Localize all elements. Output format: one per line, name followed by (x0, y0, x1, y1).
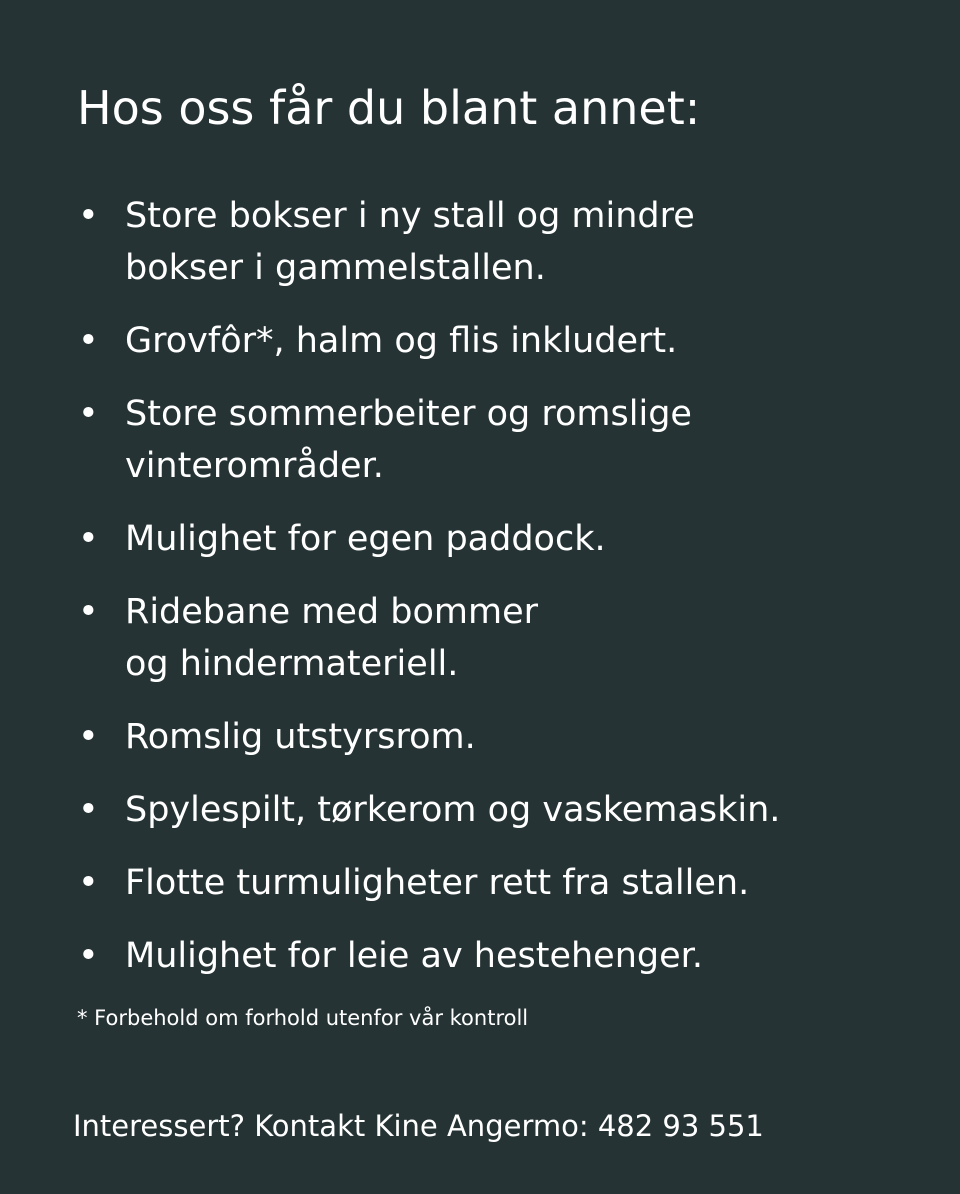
page-title: Hos oss får du blant annet: (77, 81, 701, 135)
bullet-icon: • (78, 196, 99, 236)
list-item (77, 784, 917, 836)
list-item (77, 857, 917, 909)
bullet-icon: • (78, 592, 99, 632)
feature-text: Store sommerbeiter og romslige (125, 394, 692, 434)
feature-text-continued: og hindermateriell. (125, 644, 459, 684)
feature-text: Ridebane med bommer (125, 592, 539, 632)
bullet-icon: • (78, 717, 99, 757)
feature-text: Flotte turmuligheter rett fra stallen. (125, 863, 750, 903)
bullet-icon: • (78, 519, 99, 559)
list-item (77, 930, 917, 982)
bullet-icon: • (78, 863, 99, 903)
list-item (77, 190, 917, 294)
bullet-icon: • (78, 790, 99, 830)
feature-list (77, 190, 917, 1003)
feature-text: Spylespilt, tørkerom og vaskemaskin. (125, 790, 781, 830)
bullet-icon: • (78, 394, 99, 434)
contact-info: Interessert? Kontakt Kine Angermo: 482 93 551 (73, 1109, 764, 1143)
list-item (77, 586, 917, 690)
feature-text-continued: bokser i gammelstallen. (125, 248, 546, 288)
list-item (77, 711, 917, 763)
feature-text: Romslig utstyrsrom. (125, 717, 476, 757)
feature-text-continued: vinterområder. (125, 446, 384, 486)
bullet-icon: • (78, 321, 99, 361)
feature-text: Mulighet for egen paddock. (125, 519, 606, 559)
feature-text: Grovfôr*, halm og flis inkludert. (125, 321, 678, 361)
list-item (77, 513, 917, 565)
feature-text: Mulighet for leie av hestehenger. (125, 936, 703, 976)
footnote: * Forbehold om forhold utenfor vår kontroll (77, 1006, 529, 1030)
feature-text: Store bokser i ny stall og mindre (125, 196, 695, 236)
list-item (77, 315, 917, 367)
list-item (77, 388, 917, 492)
bullet-icon: • (78, 936, 99, 976)
